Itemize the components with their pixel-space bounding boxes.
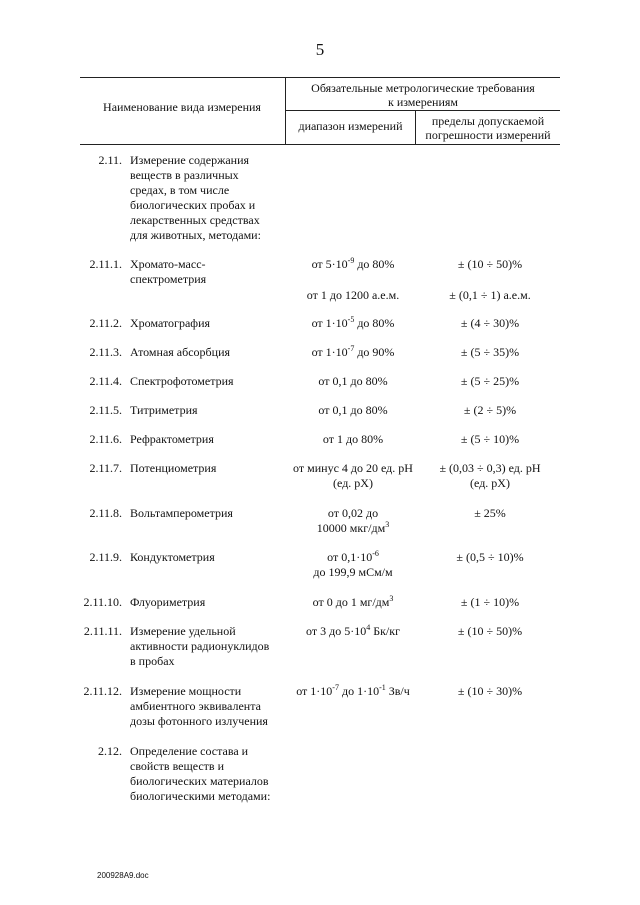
row-name: Вольтамперометрия	[130, 506, 233, 520]
row-error: ± (10 ÷ 50)%	[457, 624, 523, 638]
row-number: 2.11.5.	[89, 403, 122, 417]
row-name: Рефрактометрия	[130, 432, 214, 446]
header-sub-line	[285, 110, 560, 111]
footer-filename: 200928A9.doc	[97, 871, 149, 880]
row-error: ± (0,5 ÷ 10)%	[456, 550, 524, 564]
row-name: Кондуктометрия	[130, 550, 215, 564]
row-number: 2.11.8.	[89, 506, 122, 520]
row-number: 2.11.2.	[89, 316, 122, 330]
row-range: от минус 4 до 20 ед. pH (ед. pX)	[293, 461, 413, 490]
row-error: ± (1 ÷ 10)%	[460, 595, 520, 609]
row-error: ± (5 ÷ 10)%	[460, 432, 520, 446]
row-number: 2.11.	[98, 153, 122, 167]
row-range: от $1\cdot 10^{-5}$ до 80%	[311, 315, 395, 330]
row-range: от 3 до $5\cdot 10^4$ Бк/кг	[306, 623, 400, 638]
header-top-line	[80, 77, 560, 78]
row-number: 2.11.11.	[83, 624, 122, 638]
row-error: ± (0,03 ÷ 0,3) ед. pH (ед. pX)	[439, 461, 541, 490]
row-name: Потенциометрия	[130, 461, 217, 475]
row-error: ± (5 ÷ 35)%	[460, 345, 520, 359]
row-range: от 0,1 до 80%	[318, 374, 388, 388]
row-number: 2.12.	[98, 744, 122, 758]
row-number: 2.11.6.	[89, 432, 122, 446]
row-range: от 1 до 80%	[322, 432, 384, 446]
row-error: ± (2 ÷ 5)%	[463, 403, 517, 417]
row-name: Спектрофотометрия	[130, 374, 234, 388]
row-number: 2.11.1.	[89, 257, 122, 271]
header-col-error: пределы допускаемой погрешности измерений	[425, 114, 551, 142]
page-number: 5	[315, 40, 325, 59]
row-number: 2.11.3.	[89, 345, 122, 359]
row-name: Флуориметрия	[130, 595, 206, 609]
row-error: ± 25%	[474, 506, 506, 520]
row-range-2: от 1 до 1200 а.е.м.	[306, 288, 400, 302]
row-number: 2.11.9.	[89, 550, 122, 564]
row-range: от $1\cdot 10^{-7}$ до 90%	[311, 344, 395, 359]
header-bottom-line	[80, 144, 560, 145]
header-col-name: Наименование вида измерения	[103, 100, 261, 114]
row-error-2: ± (0,1 ÷ 1) а.е.м.	[449, 288, 531, 302]
row-name: Измерение мощности амбиентного эквивалента дозы фотонного излучения	[130, 684, 268, 728]
row-error: ± (5 ÷ 25)%	[460, 374, 520, 388]
row-name: Измерение содержания веществ в различных средах, в том числе биологических пробах и лекарственных средствах для животных, методами:	[130, 153, 261, 242]
row-error: ± (10 ÷ 50)%	[457, 257, 523, 271]
row-name: Хроматография	[130, 316, 211, 330]
header-col-range: диапазон измерений	[298, 119, 403, 133]
row-number: 2.11.4.	[89, 374, 122, 388]
row-number: 2.11.10.	[83, 595, 122, 609]
row-name: Хромато-масс- спектрометрия	[130, 257, 207, 286]
row-error: ± (10 ÷ 30)%	[457, 684, 523, 698]
row-range: от $1\cdot 10^{-7}$ до $1\cdot 10^{-1}$ Зв/ч	[296, 683, 410, 698]
row-name: Измерение удельной активности радионуклидов в пробах	[130, 624, 270, 668]
row-number: 2.11.12.	[83, 684, 122, 698]
header-col-requirements: Обязательные метрологические требования к измерениям	[311, 81, 535, 109]
row-error: ± (4 ÷ 30)%	[460, 316, 520, 330]
row-range: от $5\cdot 10^{-9}$ до 80%	[311, 256, 395, 271]
row-name: Атомная абсорбция	[130, 345, 231, 359]
row-range: от 0,02 до 10000 мкг/$дм^3$	[316, 506, 390, 535]
row-range: от $0,1\cdot 10^{-6}$ до 199,9 мСм/м	[313, 549, 393, 579]
row-name: Определение состава и свойств веществ и биологических материалов биологическими методами:	[130, 744, 271, 803]
row-range: от 0,1 до 80%	[318, 403, 388, 417]
row-range: от 0 до 1 $мг/дм^3$	[312, 594, 394, 609]
row-name: Титриметрия	[130, 403, 198, 417]
row-number: 2.11.7.	[89, 461, 122, 475]
